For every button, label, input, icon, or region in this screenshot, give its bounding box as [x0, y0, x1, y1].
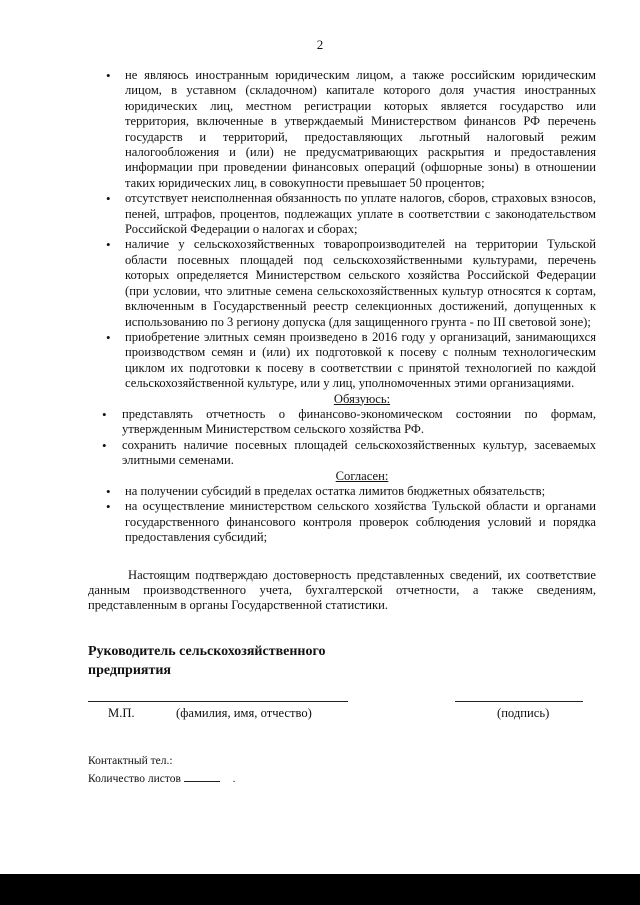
sheets-blank: [184, 771, 220, 782]
sheets-end: .: [232, 773, 236, 785]
list-item: • на осуществление министерством сельского хозяйства Тульской области и органами государственного финансового контроля проверок соблюдения условий и порядка предоставления субсидий;: [88, 499, 596, 545]
sheets-row: [88, 770, 236, 788]
sign-signature-line: [455, 701, 583, 702]
sign-caption: (подпись): [497, 706, 550, 720]
stamp-label: М.П.: [108, 706, 135, 720]
list-item: • на получении субсидий в пределах остатка лимитов бюджетных обязательств;: [88, 484, 596, 499]
contact-block: [88, 752, 236, 788]
signature-title: [88, 642, 326, 680]
list-item: • сохранить наличие посевных площадей сельскохозяйственных культур, засеваемых элитными семенами.: [82, 438, 596, 469]
name-signature-line: [88, 701, 348, 702]
page-number: 2: [316, 37, 324, 52]
sheets-label: Количество листов: [88, 773, 181, 785]
scan-border: [0, 874, 640, 905]
obligations-list: [88, 407, 596, 469]
agreement-heading: Согласен:: [335, 468, 389, 483]
signature-title-line: Руководитель сельскохозяйственного: [88, 644, 326, 659]
list-item: • приобретение элитных семян произведено в 2016 году у организаций, занимающихся производством семян и (или) их подготовкой к посеву с полным технологическим циклом их подготовки к посеву в соответствии с принятой технологией по каждой сельскохозяйственной культуре, или у лиц, уполномоченных этими организациями.: [88, 330, 596, 392]
list-item: • отсутствует неисполненная обязанность по уплате налогов, сборов, страховых взносов, пеней, штрафов, процентов, подлежащих уплате в соответствии с законодательством Российской Федерации о налогах и сборах;: [88, 191, 596, 237]
list-item: • наличие у сельскохозяйственных товаропроизводителей на территории Тульской области посевных площадей под сельскохозяйственными культурами, перечень которых определяется Министерством сельского хозяйства Российской Федерации (при условии, что элитные семена сельскохозяйственных культур относятся к сортам, включенным в Государственный реестр селекционных достижений, допущенных к использованию по 3 региону допуска (для защищенного грунта - по III световой зоне);: [88, 237, 596, 329]
conditions-list: [88, 68, 596, 392]
list-item: • не являюсь иностранным юридическим лицом, а также российским юридическим лицом, в уставном (складочном) капитале которого доля участия иностранных юридических лиц, местном регистрации которых является государство или территория, включенные в утверждаемый Министерством финансов РФ перечень государств и территорий, предоставляющих льготный налоговый режим налогообложения и (или) не предусматривающих раскрытия и предоставления информации при проведении финансовых операций (офшорные зоны) в отношении таких юридических лиц, в совокупности превышает 50 процентов;: [88, 68, 596, 191]
name-caption: (фамилия, имя, отчество): [176, 706, 312, 720]
agreement-list: [88, 484, 596, 546]
phone-label: Контактный тел.:: [88, 755, 173, 767]
declaration-text: Настоящим подтверждаю достоверность представленных сведений, их соответствие данным производственного учета, бухгалтерской отчетности, а также сведениям, представленным в органы Государственной статистики.: [88, 567, 596, 613]
document-body: [88, 68, 596, 614]
list-item: • представлять отчетность о финансово-экономическом состоянии по формам, утвержденным Министерством сельского хозяйства РФ.: [82, 407, 596, 438]
signature-title-line: предприятия: [88, 663, 171, 678]
obligations-heading: Обязуюсь:: [333, 391, 391, 406]
